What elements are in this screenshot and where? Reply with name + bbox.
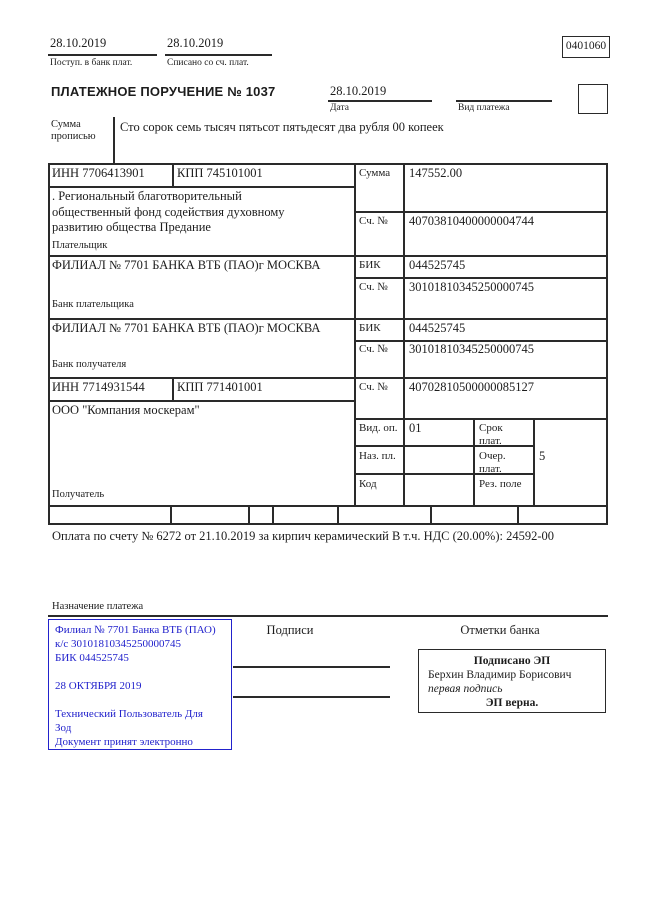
payee-bank-bik: 044525745 (409, 321, 466, 335)
payee-bank-account: 30101810345250000745 (409, 342, 534, 356)
payer-bank-bik-label: БИК (359, 259, 381, 271)
bank-electronic-stamp (48, 619, 232, 750)
payee-account-label: Сч. № (359, 381, 388, 393)
table-line (48, 163, 50, 524)
ep-title: Подписано ЭП (473, 655, 551, 667)
pay-term-label: Срок плат. (479, 422, 503, 447)
payer-inn: ИНН 7706413901 (52, 166, 145, 180)
payer-bank-section-label: Банк плательщика (52, 299, 134, 310)
purpose-section-label: Назначение платежа (52, 601, 144, 612)
page-title: ПЛАТЕЖНОЕ ПОРУЧЕНИЕ № 1037 (51, 84, 276, 99)
table-line (533, 418, 535, 505)
table-line (403, 163, 405, 505)
payer-name: . Региональный благотворительный общественный фонд содействия духовному развитию общества Предание (52, 189, 285, 234)
amount-value: 147552.00 (409, 166, 463, 180)
payer-bank-name: ФИЛИАЛ № 7701 БАНКА ВТБ (ПАО)г МОСКВА (52, 258, 321, 272)
date-underline (328, 100, 432, 102)
table-line (430, 505, 432, 523)
payee-section-label: Получатель (52, 489, 105, 500)
ep-kind: первая подпись (428, 683, 503, 695)
table-line (354, 277, 606, 279)
priority-value: 5 (539, 449, 546, 463)
table-line (170, 505, 172, 523)
table-line (354, 163, 356, 505)
debited-date: 28.10.2019 (167, 36, 224, 50)
table-line (48, 615, 608, 617)
payee-account: 40702810500000085127 (409, 380, 534, 394)
table-line (354, 418, 606, 420)
received-date: 28.10.2019 (50, 36, 107, 50)
payee-kpp: КПП 771401001 (177, 380, 263, 394)
date-label: Дата (330, 103, 349, 113)
table-line (48, 255, 608, 257)
payer-account-label: Сч. № (359, 215, 388, 227)
payment-type-box (578, 84, 608, 114)
signature-line (233, 696, 390, 698)
document-date: 28.10.2019 (330, 84, 387, 98)
stamp-user: Технический Пользователь Для (55, 708, 203, 720)
payer-kpp: КПП 745101001 (177, 166, 263, 180)
op-kind-label: Вид. оп. (359, 422, 398, 434)
table-line (337, 505, 339, 523)
code-label: Код (359, 478, 377, 490)
table-line (48, 377, 608, 379)
ep-signer: Берхин Владимир Борисович (428, 669, 572, 681)
form-code: 0401060 (565, 40, 607, 52)
purpose-text: Оплата по счету № 6272 от 21.10.2019 за кирпич керамический В т.ч. НДС (20.00%): 24592-00 (52, 529, 554, 543)
stamp-bik: БИК 044525745 (55, 652, 129, 664)
stamp-bank-name: Филиал № 7701 Банка ВТБ (ПАО) (55, 624, 216, 636)
table-line (272, 505, 274, 523)
stamp-corr-account: к/с 30101810345250000745 (55, 638, 182, 650)
payment-type-underline (456, 100, 552, 102)
payer-section-label: Плательщик (52, 240, 108, 251)
signatures-label: Подписи (266, 623, 314, 637)
payee-name: ООО "Компания москерам" (52, 403, 200, 417)
op-kind-value: 01 (409, 421, 422, 435)
table-line (354, 211, 606, 213)
payer-account: 40703810400000004744 (409, 214, 534, 228)
received-date-label: Поступ. в банк плат. (50, 58, 133, 68)
debited-date-underline (165, 54, 272, 56)
table-line (172, 377, 174, 400)
bank-marks-label: Отметки банка (460, 623, 540, 637)
payee-inn: ИНН 7714931544 (52, 380, 145, 394)
received-date-underline (48, 54, 157, 56)
ep-valid: ЭП верна. (485, 697, 539, 709)
payment-type-label: Вид платежа (458, 103, 510, 113)
signature-verified-stamp (418, 649, 606, 713)
table-line (473, 418, 475, 505)
amount-words-value: Сто сорок семь тысяч пятьсот пятьдесят два рубля 00 копеек (120, 120, 444, 134)
amount-words-label: Сумма прописью (51, 119, 96, 142)
payer-bank-bik: 044525745 (409, 258, 466, 272)
stamp-date: 28 ОКТЯБРЯ 2019 (55, 680, 142, 692)
table-line (48, 400, 354, 402)
signature-line (233, 666, 390, 668)
payee-bank-account-label: Сч. № (359, 343, 388, 355)
payee-bank-bik-label: БИК (359, 322, 381, 334)
reserved-label: Рез. поле (479, 478, 522, 490)
purpose-code-label: Наз. пл. (359, 450, 396, 462)
amount-label: Сумма (359, 167, 391, 179)
table-line (248, 505, 250, 523)
form-code-box (562, 36, 610, 58)
payee-bank-section-label: Банк получателя (52, 359, 127, 370)
table-line (48, 186, 354, 188)
table-line (517, 505, 519, 523)
debited-date-label: Списано со сч. плат. (167, 58, 249, 68)
table-line (172, 163, 174, 186)
payer-bank-account-label: Сч. № (359, 281, 388, 293)
table-line (606, 163, 608, 524)
table-line (48, 318, 608, 320)
table-line (48, 163, 608, 165)
payer-bank-account: 30101810345250000745 (409, 280, 534, 294)
table-line (48, 523, 608, 525)
stamp-note: Документ принят электронно (55, 736, 193, 748)
amount-words-divider (113, 117, 115, 163)
stamp-user-2: Зод (55, 722, 72, 734)
payee-bank-name: ФИЛИАЛ № 7701 БАНКА ВТБ (ПАО)г МОСКВА (52, 321, 321, 335)
table-line (48, 505, 608, 507)
priority-label: Очер. плат. (479, 450, 506, 475)
